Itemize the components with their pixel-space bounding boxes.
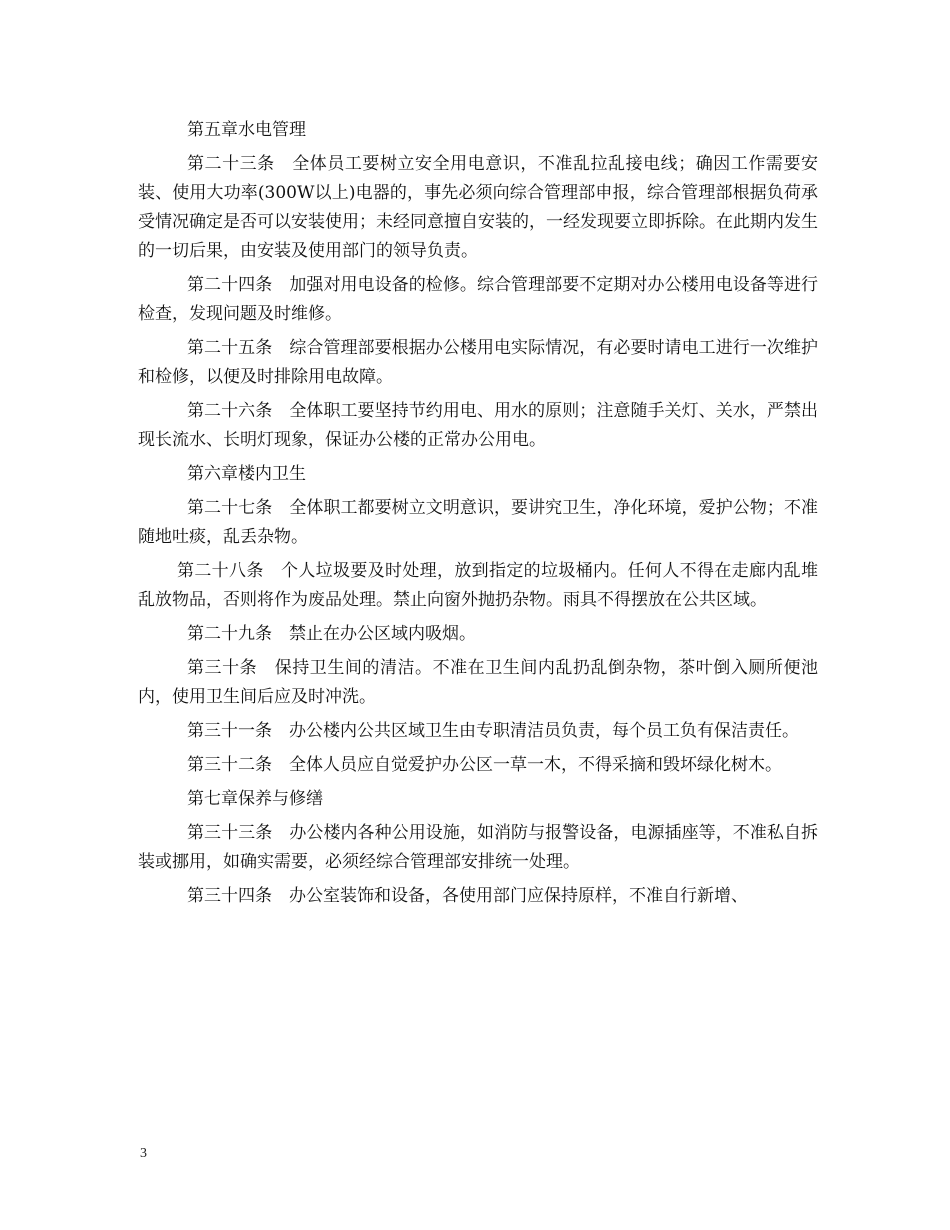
article-26: 第二十六条 全体职工要坚持节约用电、用水的原则；注意随手关灯、关水，严禁出现长流水、长明灯现象，保证办公楼的正常办公用电。	[138, 401, 818, 450]
article-29: 第二十九条 禁止在办公区域内吸烟。	[187, 624, 476, 644]
document-body	[138, 116, 818, 916]
article-25: 第二十五条 综合管理部要根据办公楼用电实际情况，有必要时请电工进行一次维护和检修，以便及时排除用电故障。	[138, 338, 818, 387]
article-24: 第二十四条 加强对用电设备的检修。综合管理部要不定期对办公楼用电设备等进行检查，发现问题及时维修。	[138, 275, 818, 324]
chapter-heading-7: 第七章保养与修缮	[187, 789, 323, 809]
chapter-heading-5: 第五章水电管理	[187, 120, 306, 140]
article-33: 第三十三条 办公楼内各种公用设施，如消防与报警设备，电源插座等，不准私自拆装或挪用，如确实需要，必须经综合管理部安排统一处理。	[138, 823, 818, 872]
article-23: 第二十三条 全体员工要树立安全用电意识，不准乱拉乱接电线；确因工作需要安装、使用大功率(300W以上)电器的，事先必须向综合管理部申报，综合管理部根据负荷承受情况确定是否可以安装使用；未经同意擅自安装的，一经发现要立即拆除。在此期内发生的一切后果，由安装及使用部门的领导负责。	[138, 154, 818, 261]
article-32: 第三十二条 全体人员应自觉爱护办公区一草一木，不得采摘和毁坏绿化树木。	[187, 755, 782, 775]
article-34: 第三十四条 办公室装饰和设备，各使用部门应保持原样，不准自行新增、	[187, 886, 748, 906]
chapter-heading-6: 第六章楼内卫生	[187, 464, 306, 484]
article-28: 第二十八条 个人垃圾要及时处理，放到指定的垃圾桶内。任何人不得在走廊内乱堆乱放物品，否则将作为废品处理。禁止向窗外抛扔杂物。雨具不得摆放在公共区域。	[138, 561, 818, 610]
article-30: 第三十条 保持卫生间的清洁。不准在卫生间内乱扔乱倒杂物，茶叶倒入厕所便池内，使用卫生间后应及时冲洗。	[138, 658, 818, 707]
page-number: 3	[140, 1146, 147, 1161]
article-31: 第三十一条 办公楼内公共区域卫生由专职清洁员负责，每个员工负有保洁责任。	[187, 721, 799, 741]
article-27: 第二十七条 全体职工都要树立文明意识，要讲究卫生，净化环境，爱护公物；不准随地吐痰，乱丢杂物。	[138, 498, 818, 547]
